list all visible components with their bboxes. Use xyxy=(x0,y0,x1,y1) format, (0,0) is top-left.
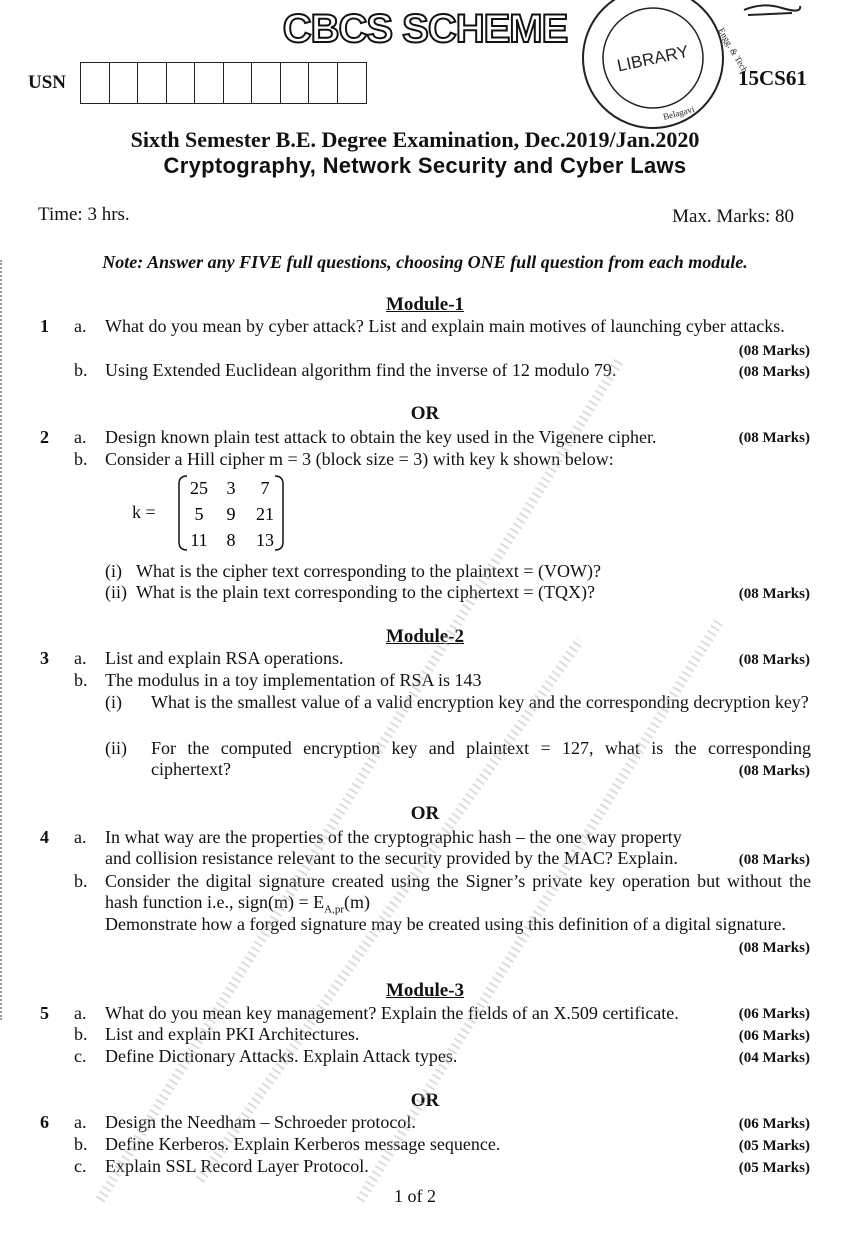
usn-digit-box[interactable] xyxy=(281,63,310,103)
question-text: Consider a Hill cipher m = 3 (block size = 3) with key k shown below: xyxy=(105,449,614,469)
matrix-cell: 8 xyxy=(226,530,236,550)
exam-title: Sixth Semester B.E. Degree Examination, Dec.2019/Jan.2020 xyxy=(130,127,700,152)
marks: (06 Marks) xyxy=(738,1116,810,1132)
cbcs-scheme-logo xyxy=(282,2,568,52)
or-separator: OR xyxy=(410,1090,440,1111)
usn-digit-box[interactable] xyxy=(138,63,167,103)
question-text: The modulus in a toy implementation of RSA is 143 xyxy=(105,670,482,690)
sub-item-label: (ii) xyxy=(105,738,127,758)
sub-label: a. xyxy=(74,1003,87,1023)
question-text: In what way are the properties of the cryptographic hash – the one way property and collision resistance relevant to the security provided by the MAC? Explain. xyxy=(105,827,682,868)
usn-boxes[interactable] xyxy=(80,62,367,104)
sub-label: a. xyxy=(74,316,87,336)
sub-label: c. xyxy=(74,1156,87,1176)
usn-label: USN xyxy=(28,72,67,93)
question-number: 5 xyxy=(40,1003,49,1023)
question-text: Consider the digital signature created using the Signer’s private key operation but without the hash function i.e., sign(m) = $E_{A,pr}(m)$ xyxy=(105,871,811,916)
usn-digit-box[interactable] xyxy=(252,63,281,103)
sub-label: a. xyxy=(74,1112,87,1132)
question-text: Using Extended Euclidean algorithm find the inverse of 12 modulo 79. xyxy=(105,360,617,380)
marks: (04 Marks) xyxy=(738,1050,810,1066)
marks: (05 Marks) xyxy=(738,1160,810,1176)
question-text: List and explain RSA operations. xyxy=(105,648,344,668)
question-text: Define Dictionary Attacks. Explain Attack types. xyxy=(105,1046,458,1066)
matrix-cell: 3 xyxy=(226,478,236,498)
question-text: Explain SSL Record Layer Protocol. xyxy=(105,1156,369,1176)
question-text: What is the cipher text corresponding to the plaintext = (VOW)? xyxy=(136,561,602,581)
question-number: 6 xyxy=(40,1112,49,1132)
sub-item-label: (i) xyxy=(105,561,122,581)
module-2-heading: Module-2 xyxy=(385,626,465,647)
marks: (08 Marks) xyxy=(738,652,810,668)
marks: (06 Marks) xyxy=(738,1006,810,1022)
marks: (05 Marks) xyxy=(738,1138,810,1154)
sub-label: b. xyxy=(74,449,88,469)
module-3-heading: Module-3 xyxy=(385,980,465,1001)
page-number: 1 of 2 xyxy=(394,1186,436,1206)
stamp-bottom-text: Belagavi xyxy=(661,103,696,122)
question-text: Design known plain test attack to obtain the key used in the Vigenere cipher. xyxy=(105,427,657,447)
exam-note: Note: Answer any FIVE full questions, choosing ONE full question from each module. xyxy=(102,252,748,272)
stamp-ring-text: Engg. & Tech. xyxy=(716,26,752,77)
sub-item-label: (ii) xyxy=(105,582,127,602)
matrix-cell: 13 xyxy=(256,530,274,550)
question-text: Define Kerberos. Explain Kerberos message sequence. xyxy=(105,1134,501,1154)
usn-digit-box[interactable] xyxy=(167,63,196,103)
sub-label: a. xyxy=(74,648,87,668)
question-text: For the computed encryption key and plaintext = 127, what is the corresponding ciphertext? xyxy=(151,738,811,779)
usn-digit-box[interactable] xyxy=(81,63,110,103)
subject-title: Cryptography, Network Security and Cyber Laws xyxy=(163,153,687,178)
matrix-label: k = xyxy=(132,502,156,522)
matrix-cell: 21 xyxy=(256,504,274,524)
marks: (08 Marks) xyxy=(738,940,810,956)
question-text: Demonstrate how a forged signature may be created using this definition of a digital signature. xyxy=(105,914,786,934)
usn-digit-box[interactable] xyxy=(338,63,367,103)
sub-label: a. xyxy=(74,427,87,447)
question-number: 1 xyxy=(40,316,49,336)
marks: (08 Marks) xyxy=(738,586,810,602)
sub-label: b. xyxy=(74,871,88,891)
sub-label: b. xyxy=(74,360,88,380)
question-text: What is the smallest value of a valid encryption key and the corresponding decryption key? xyxy=(151,692,809,712)
or-separator: OR xyxy=(410,803,440,824)
question-text: What do you mean by cyber attack? List and explain main motives of launching cyber attacks. xyxy=(105,316,785,336)
matrix-cell: 11 xyxy=(190,530,208,550)
marks: (06 Marks) xyxy=(738,1028,810,1044)
matrix-cell: 5 xyxy=(194,504,204,524)
marks: (08 Marks) xyxy=(738,763,810,779)
question-text: Design the Needham – Schroeder protocol. xyxy=(105,1112,416,1132)
usn-digit-box[interactable] xyxy=(195,63,224,103)
module-1-heading: Module-1 xyxy=(385,294,465,315)
svg-text:CBCS SCHEME: CBCS SCHEME xyxy=(282,7,568,51)
question-number: 3 xyxy=(40,648,49,668)
marks: (08 Marks) xyxy=(738,852,810,868)
matrix-cell: 25 xyxy=(190,478,208,498)
matrix-cell: 7 xyxy=(260,478,270,498)
exam-time: Time: 3 hrs. xyxy=(38,204,130,225)
question-text: What is the plain text corresponding to the ciphertext = (TQX)? xyxy=(136,582,596,602)
question-text: What do you mean key management? Explain the fields of an X.509 certificate. xyxy=(105,1003,679,1023)
key-matrix xyxy=(162,472,302,554)
sub-label: b. xyxy=(74,1024,88,1044)
usn-digit-box[interactable] xyxy=(309,63,338,103)
sub-label: b. xyxy=(74,1134,88,1154)
sub-item-label: (i) xyxy=(105,692,122,712)
marks: (08 Marks) xyxy=(738,343,810,359)
usn-digit-box[interactable] xyxy=(224,63,253,103)
question-text: List and explain PKI Architectures. xyxy=(105,1024,360,1044)
max-marks: Max. Marks: 80 xyxy=(672,206,794,227)
sub-label: c. xyxy=(74,1046,87,1066)
or-separator: OR xyxy=(410,403,440,424)
library-stamp xyxy=(568,0,752,130)
pen-scribble-mark xyxy=(742,0,802,18)
marks: (08 Marks) xyxy=(738,430,810,446)
question-number: 2 xyxy=(40,427,49,447)
sub-label: b. xyxy=(74,670,88,690)
stamp-library-text: LIBRARY xyxy=(615,41,691,76)
course-code: 15CS61 xyxy=(738,66,807,90)
left-margin-strip xyxy=(0,260,14,1020)
sub-label: a. xyxy=(74,827,87,847)
marks: (08 Marks) xyxy=(738,364,810,380)
question-number: 4 xyxy=(40,827,49,847)
matrix-cell: 9 xyxy=(226,504,236,524)
usn-digit-box[interactable] xyxy=(110,63,139,103)
